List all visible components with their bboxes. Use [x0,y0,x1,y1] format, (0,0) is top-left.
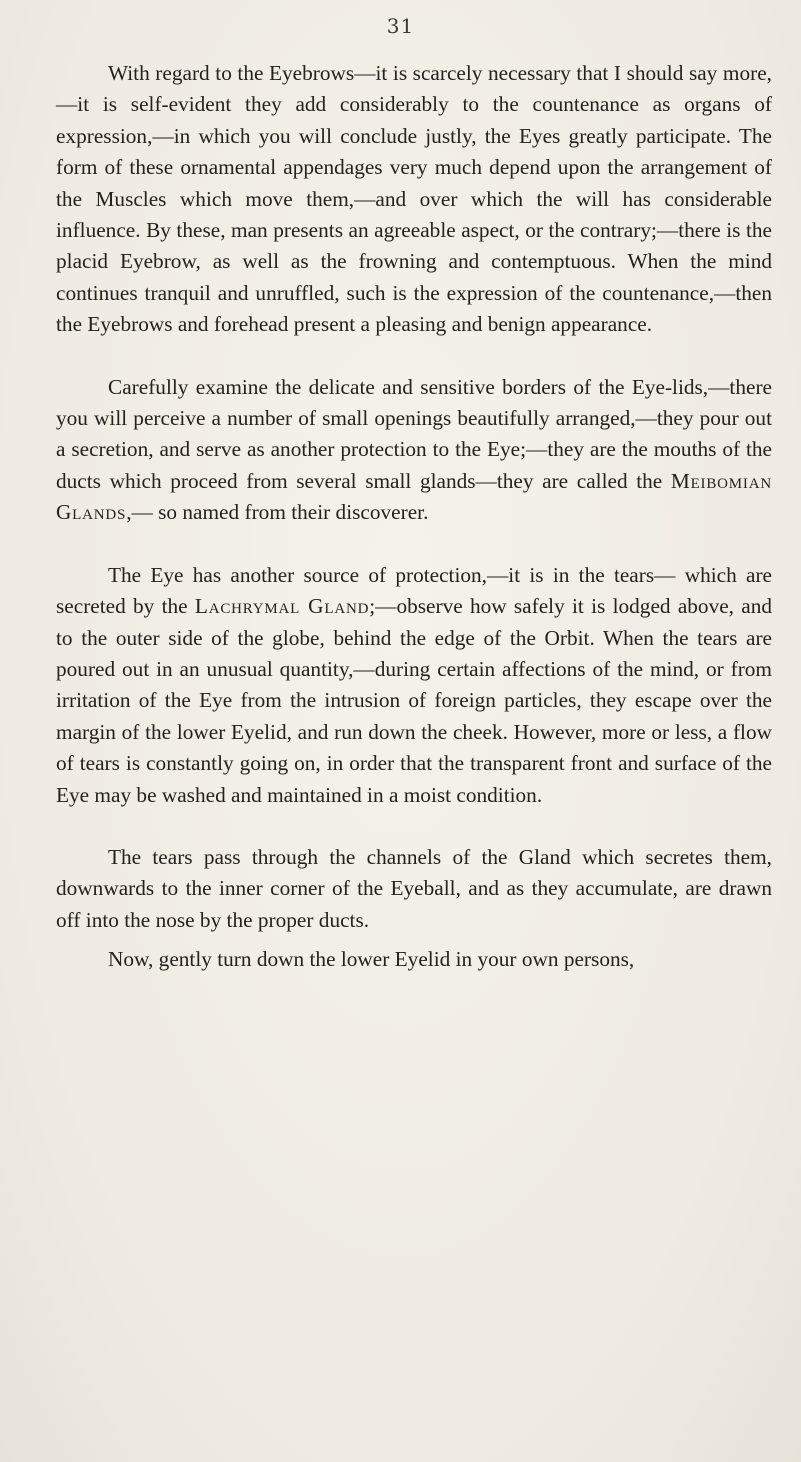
page-body [56,58,772,976]
term-meibomian-glands: Meibomian Glands [56,468,772,525]
paragraph-eyebrows: With regard to the Eyebrows—it is scarcely necessary that I should say more,—it is self-evident they add considerably to the countenance as organs of expression,—in which you will conclude justly, the Eyes greatly participate. The form of these ornamental appendages very much depend upon the arrangement of the Muscles which move them,—and over which the will has considerable influence. By these, man presents an agreeable aspect, or the contrary;—there is the placid Eyebrow, as well as the frowning and contemptuous. When the mind continues tranquil and unruffled, such is the expression of the countenance,—then the Eyebrows and forehead present a pleasing and benign appearance. [56,61,772,337]
term-lachrymal-gland: Lachrymal Gland [194,594,370,619]
paragraph-eyelids-text-end: ,— so named from their discoverer. [126,500,429,525]
page-number: 31 [386,14,415,38]
paragraph-tears-text: The Eye has another source of protection,—it is in the tears— which are secreted by the [56,562,772,619]
paragraph-tears-text-end: ;—observe how safely it is lodged above, and to the outer side of the globe, behind the edge of the Orbit. When the tears are poured out in an unusual quantity,—during certain affections of the mind, or from irritation of the Eye from the intrusion of foreign particles, they escape over the margin of the lower Eyelid, and run down the cheek. However, more or less, a flow of tears is constantly going on, in order that the transparent front and surface of the Eye may be washed and maintained in a moist condition. [56,594,773,807]
paragraph-eyelids-text: Carefully examine the delicate and sensitive borders of the Eye-lids,—there you will perceive a number of small openings beautifully arranged,—they pour out a secretion, and serve as another protection to the Eye;—they are the mouths of the ducts which proceed from several small glands—they are called the [56,374,772,493]
paragraph-tears [56,560,772,811]
paragraph-lower-eyelid: Now, gently turn down the lower Eyelid in your own persons, [108,947,635,972]
paragraph-eyelids [56,372,772,529]
paragraph-tear-channels: The tears pass through the channels of the Gland which secretes them, downwards to the inner corner of the Eyeball, and as they accumulate, are drawn off into the nose by the proper ducts. [56,844,772,932]
